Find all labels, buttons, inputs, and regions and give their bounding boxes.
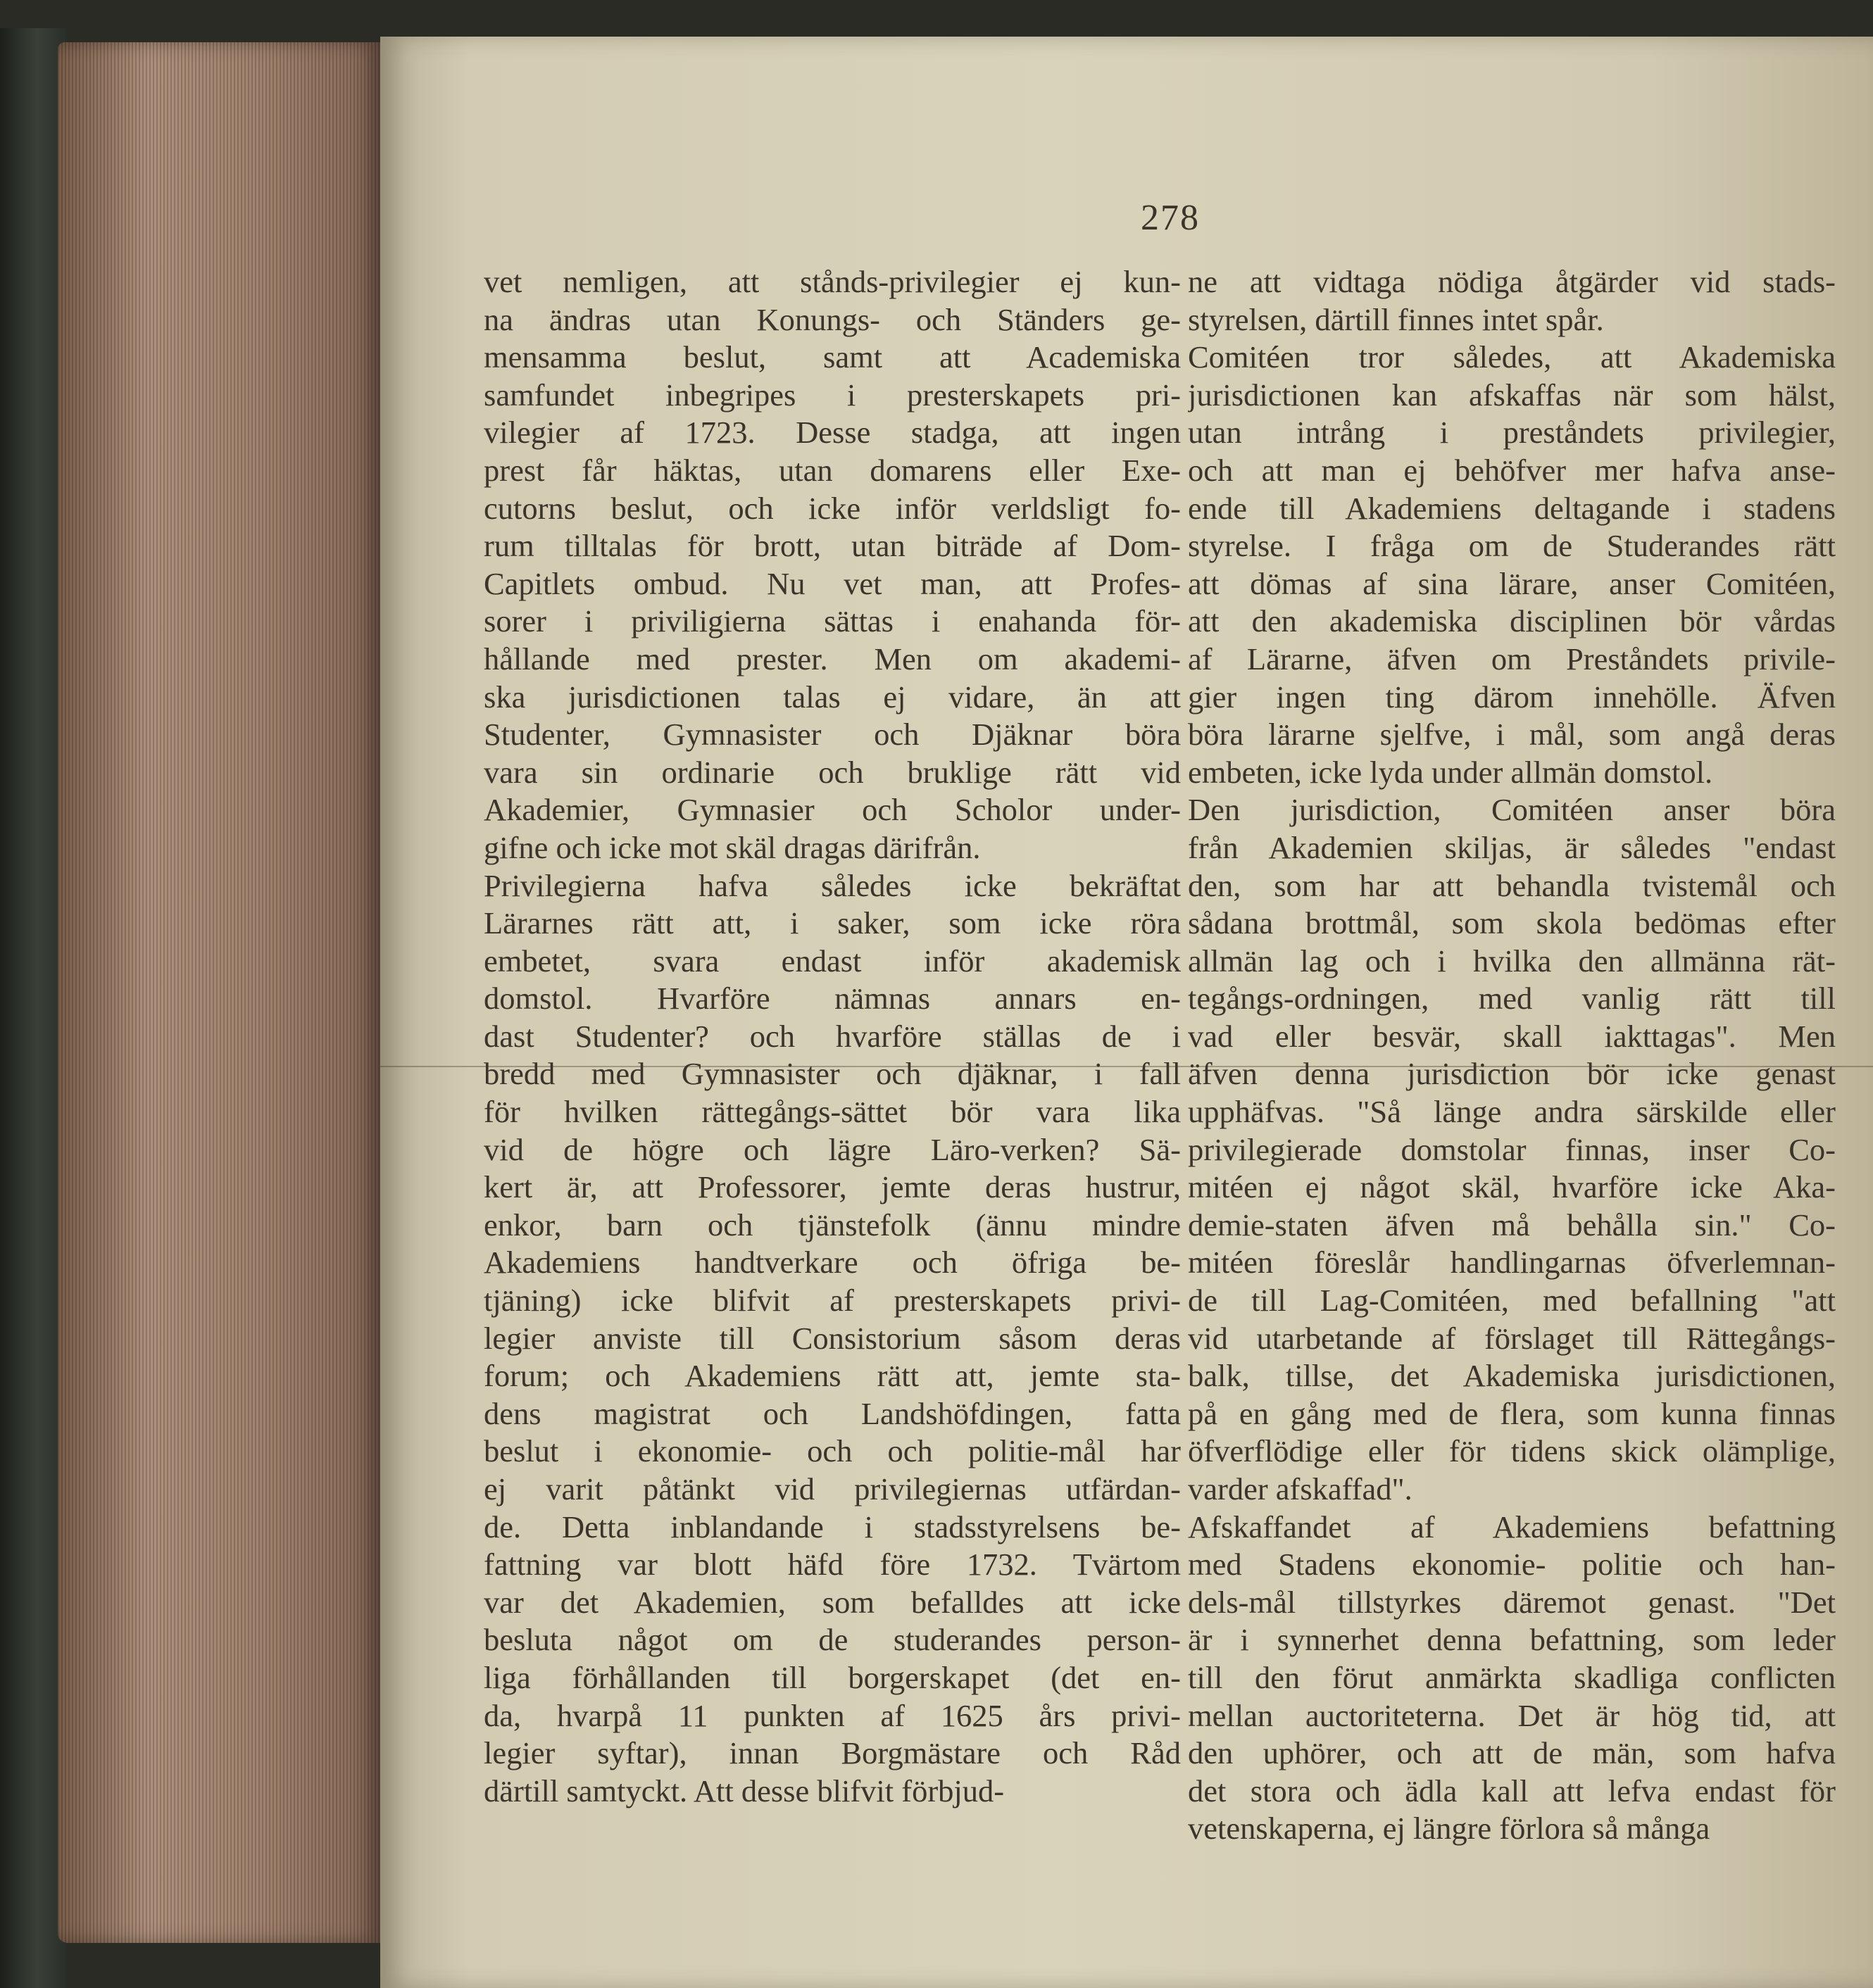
right-text-line: vad eller besvär, skall iakttagas". Men [1188,1018,1836,1054]
right-text-line: öfverflödige eller för tidens skick olämplige, [1188,1433,1836,1469]
right-text-line: utan intrång i preståndets privilegier, [1188,415,1836,451]
left-text-line: sorer i priviligierna sättas i enahanda för- [484,603,1181,639]
right-text-line: ende till Akademiens deltagande i stadens [1188,490,1836,526]
right-text-line: mitéen föreslår handlingarnas öfverlemnan- [1188,1245,1836,1281]
left-text-line: bredd med Gymnasister och djäknar, i fall [484,1056,1181,1092]
left-text-line: gifne och icke mot skäl dragas därifrån. [484,829,981,865]
left-text-line: cutorns beslut, och icke inför verldsligt fo- [484,490,1181,526]
right-text-line: äfven denna jurisdiction bör icke genast [1188,1056,1836,1092]
left-text-line: tjäning) icke blifvit af presterskapets privi- [484,1283,1181,1319]
right-text-line: de till Lag-Comitéen, med befallning "att [1188,1283,1836,1319]
left-text-line: ska jurisdictionen talas ej vidare, än att [484,679,1181,715]
right-text-line: böra lärarne sjelfve, i mål, som angå deras [1188,717,1836,753]
left-text-line: domstol. Hvarföre nämnas annars en- [484,981,1181,1017]
right-text-line: styrelse. I fråga om de Studerandes rätt [1188,528,1836,564]
left-text-line: enkor, barn och tjänstefolk (ännu mindre [484,1207,1181,1242]
left-text-line: Akademier, Gymnasier och Scholor under- [484,792,1181,828]
right-text-column [1188,263,1836,1848]
right-text-line: på en gång med de flera, som kunna finnas [1188,1395,1836,1431]
right-text-line: Comitéen tror således, att Akademiska [1188,339,1836,375]
left-text-line: vet nemligen, att stånds-privilegier ej kun- [484,264,1181,299]
right-text-line: embeten, icke lyda under allmän domstol. [1188,754,1713,790]
left-text-line: Capitlets ombud. Nu vet man, att Profes- [484,565,1181,601]
right-text-line: styrelsen, därtill finnes intet spår. [1188,301,1604,337]
right-text-line: och att man ej behöfver mer hafva anse- [1188,452,1836,488]
right-text-line: Afskaffandet af Akademiens befattning [1188,1509,1836,1545]
right-text-line: gier ingen ting därom innehölle. Äfven [1188,679,1836,715]
left-text-line: dens magistrat och Landshöfdingen, fatta [484,1395,1181,1431]
left-text-line: besluta något om de studerandes person- [484,1622,1181,1658]
left-text-line: för hvilken rättegångs-sättet bör vara lika [484,1094,1181,1130]
left-text-line: legier syftar), innan Borgmästare och Råd [484,1735,1181,1771]
left-text-line: dast Studenter? och hvarföre ställas de i [484,1018,1181,1054]
right-text-line: att dömas af sina lärare, anser Comitéen, [1188,565,1836,601]
left-text-line: fattning var blott häfd före 1732. Tvärtom [484,1547,1181,1583]
left-text-line: beslut i ekonomie- och och politie-mål har [484,1433,1181,1469]
right-text-line: tegångs-ordningen, med vanlig rätt till [1188,981,1836,1017]
right-text-line: vetenskaperna, ej längre förlora så många [1188,1811,1710,1847]
right-text-line: den, som har att behandla tvistemål och [1188,867,1836,903]
right-text-line: med Stadens ekonomie- politie och han- [1188,1547,1836,1583]
right-text-line: mitéen ej något skäl, hvarföre icke Aka- [1188,1169,1836,1205]
left-text-line: kert är, att Professorer, jemte deras hustrur, [484,1169,1181,1205]
left-text-line: Privilegierna hafva således icke bekräftat [484,867,1181,903]
left-text-line: rum tilltalas för brott, utan biträde af Dom- [484,528,1181,564]
left-text-line: na ändras utan Konungs- och Ständers ge- [484,301,1181,337]
book-page [380,37,1873,1988]
right-text-line: sådana brottmål, som skola bedömas efter [1188,905,1836,941]
left-text-line: vid de högre och lägre Läro-verken? Sä- [484,1131,1181,1167]
right-text-line: Den jurisdiction, Comitéen anser böra [1188,792,1836,828]
right-text-line: af Lärarne, äfven om Preståndets privile- [1188,641,1836,677]
right-text-line: upphäfvas. "Så länge andra särskilde eller [1188,1094,1836,1130]
left-text-line: Studenter, Gymnasister och Djäknar böra [484,717,1181,753]
left-text-line: embetet, svara endast inför akademisk [484,943,1181,979]
left-text-line: liga förhållanden till borgerskapet (det en- [484,1659,1181,1695]
left-text-line: vara sin ordinarie och bruklige rätt vid [484,754,1181,790]
right-text-line: att den akademiska disciplinen bör vårdas [1188,603,1836,639]
page-number: 278 [1141,198,1200,238]
right-text-line: dels-mål tillstyrkes däremot genast. "Det [1188,1584,1836,1620]
right-text-line: demie-staten äfven må behålla sin." Co- [1188,1207,1836,1242]
left-text-line: samfundet inbegripes i presterskapets pri- [484,377,1181,413]
left-text-line: ej varit påtänkt vid privilegiernas utfärdan- [484,1471,1181,1506]
right-text-line: mellan auctoriteterna. Det är hög tid, att [1188,1697,1836,1733]
right-text-line: är i synnerhet denna befattning, som leder [1188,1622,1836,1658]
left-text-line: forum; och Akademiens rätt att, jemte sta- [484,1358,1181,1394]
right-text-line: jurisdictionen kan afskaffas när som hälst, [1188,377,1836,413]
right-text-line: det stora och ädla kall att lefva endast för [1188,1773,1836,1808]
left-text-line: Lärarnes rätt att, i saker, som icke röra [484,905,1181,941]
right-text-line: varder afskaffad". [1188,1471,1412,1506]
left-text-line: var det Akademien, som befalldes att icke [484,1584,1181,1620]
left-text-line: hållande med prester. Men om akademi- [484,641,1181,677]
left-text-line: vilegier af 1723. Desse stadga, att ingen [484,415,1181,451]
left-text-line: prest får häktas, utan domarens eller Exe- [484,452,1181,488]
right-text-line: ne att vidtaga nödiga åtgärder vid stads- [1188,264,1836,299]
right-text-line: från Akademien skiljas, är således "endast [1188,829,1836,865]
left-text-line: da, hvarpå 11 punkten af 1625 års privi- [484,1697,1181,1733]
right-text-line: allmän lag och i hvilka den allmänna rät- [1188,943,1836,979]
left-text-line: därtill samtyckt. Att desse blifvit förbjud- [484,1773,1005,1808]
right-text-line: vid utarbetande af förslaget till Rättegångs- [1188,1320,1836,1356]
right-text-line: balk, tillse, det Akademiska jurisdictionen, [1188,1358,1836,1394]
left-text-column [484,263,1181,1810]
page-edges [58,42,382,1943]
left-text-line: legier anviste till Consistorium såsom deras [484,1320,1181,1356]
right-text-line: till den förut anmärkta skadliga conflicten [1188,1659,1836,1695]
right-text-line: privilegierade domstolar finnas, inser Co- [1188,1131,1836,1167]
right-text-line: den uphörer, och att de män, som hafva [1188,1735,1836,1771]
left-text-line: de. Detta inblandande i stadsstyrelsens be- [484,1509,1181,1545]
left-text-line: Akademiens handtverkare och öfriga be- [484,1245,1181,1281]
left-text-line: mensamma beslut, samt att Academiska [484,339,1181,375]
book-spine [0,28,67,1988]
